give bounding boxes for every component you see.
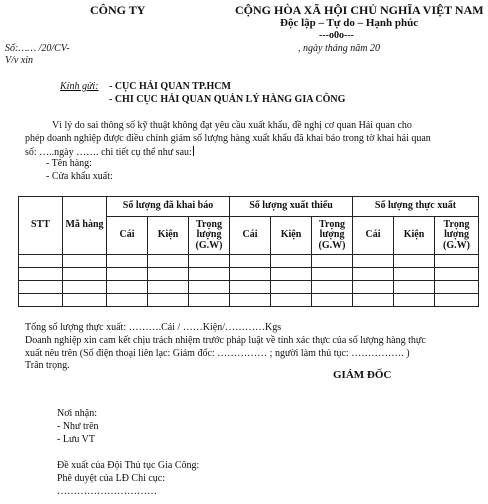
nation-motto: Độc lập – Tự do – Hạnh phúc [280, 17, 419, 29]
table-cell [353, 281, 394, 294]
sub-weight: Trọng lượng (G.W) [435, 217, 479, 255]
table-cell [189, 281, 230, 294]
intro-item-border-gate: - Cửa khẩu xuất: [46, 171, 113, 182]
document-date: , ngày tháng năm 20 [298, 43, 380, 54]
table-cell [312, 255, 353, 268]
table-cell [189, 255, 230, 268]
table-cell [63, 255, 107, 268]
document-number: Số:…… /20/CV- [5, 43, 70, 54]
table-cell [271, 294, 312, 307]
sub-kien: Kiện [148, 217, 189, 255]
table-row [19, 268, 479, 281]
table-cell [271, 281, 312, 294]
summary-total: Tổng số lượng thực xuất: ……….Cái / ……Kiện/…………Kgs [25, 322, 282, 333]
table-cell [435, 294, 479, 307]
sub-cai: Cái [107, 217, 148, 255]
table-body [19, 255, 479, 307]
sub-cai: Cái [230, 217, 271, 255]
approval-line: Phê duyệt của LĐ Chi cục: [57, 473, 166, 484]
table-cell [271, 255, 312, 268]
commitment-line-2: xuất nêu trên (Số điện thoại liên lạc: Giám đốc: …………… ; người làm thủ tục: ……………. ) [25, 348, 410, 359]
table-cell [312, 294, 353, 307]
intro-item-goods: - Tên hàng: [46, 158, 92, 169]
recipient-line-1: - CỤC HẢI QUAN TP.HCM [109, 81, 231, 92]
table-cell [148, 268, 189, 281]
group-shortage: Số lượng xuất thiếu [230, 197, 353, 217]
table-cell [353, 294, 394, 307]
table-cell [230, 255, 271, 268]
proposal-line: Đề xuất của Đội Thủ tục Gia Công: [57, 460, 200, 471]
table-cell [148, 255, 189, 268]
sub-weight: Trọng lượng (G.W) [312, 217, 353, 255]
table-cell [189, 294, 230, 307]
text-cursor [193, 146, 194, 156]
table-row [19, 281, 479, 294]
signature-title: GIÁM ĐỐC [333, 369, 392, 381]
commitment-line-1: Doanh nghiệp xin cam kết chịu trách nhiệm trước pháp luật về tính xác thực của số lượng hàng thực [25, 335, 426, 346]
cc-label: Nơi nhận: [57, 408, 98, 419]
col-stt: STT [19, 197, 63, 255]
intro-line-3: số: …..ngày ……. chi tiết cụ thể như sau: [25, 147, 192, 158]
table-cell [63, 268, 107, 281]
ornament-line: ---o0o--- [319, 30, 354, 41]
table-row [19, 294, 479, 307]
col-item-code: Mã hàng [63, 197, 107, 255]
sub-kien: Kiện [271, 217, 312, 255]
table-cell [148, 281, 189, 294]
table-cell [394, 255, 435, 268]
table-cell [230, 268, 271, 281]
company-name: CÔNG TY [90, 3, 146, 17]
sub-kien: Kiện [394, 217, 435, 255]
recipient-line-2: - CHI CỤC HẢI QUAN QUẢN LÝ HÀNG GIA CÔNG [109, 94, 346, 105]
cc-item-1: - Như trên [57, 421, 99, 432]
table-cell [63, 294, 107, 307]
table-cell [19, 255, 63, 268]
table-cell [312, 281, 353, 294]
table-cell [394, 294, 435, 307]
table-cell [435, 268, 479, 281]
table-cell [148, 294, 189, 307]
table-cell [353, 268, 394, 281]
approval-dots: ………………………… [57, 486, 157, 497]
regards: Trân trọng. [25, 360, 70, 371]
table-cell [312, 268, 353, 281]
group-actual: Số lượng thực xuất [353, 197, 479, 217]
table-cell [353, 255, 394, 268]
nation-title: CỘNG HÒA XÃ HỘI CHỦ NGHĨA VIỆT NAM [235, 3, 484, 17]
sub-weight: Trọng lượng (G.W) [189, 217, 230, 255]
table-cell [394, 281, 435, 294]
recipient-label: Kính gửi: [60, 81, 99, 92]
table-cell [107, 294, 148, 307]
table-cell [271, 268, 312, 281]
sub-cai: Cái [353, 217, 394, 255]
table-cell [435, 281, 479, 294]
table-cell [230, 281, 271, 294]
document-subject: V/v xin [5, 55, 34, 66]
table-cell [107, 281, 148, 294]
table-row [19, 255, 479, 268]
table-cell [19, 281, 63, 294]
intro-line-2: phép doanh nghiệp được điều chỉnh giảm số lượng hàng xuất khẩu đã khai báo trong tờ khai hải quan [25, 133, 431, 144]
table-cell [63, 281, 107, 294]
table-cell [394, 268, 435, 281]
intro-line-1: Vì lý do sai thông số kỹ thuật không đạt yêu cầu xuất khẩu, đề nghị cơ quan Hải quan cho [52, 120, 412, 131]
group-declared: Số lượng đã khai báo [107, 197, 230, 217]
table-cell [19, 294, 63, 307]
table-cell [435, 255, 479, 268]
quantity-table [18, 196, 479, 307]
cc-item-2: - Lưu VT [57, 434, 96, 445]
table-cell [230, 294, 271, 307]
table-cell [189, 268, 230, 281]
table-cell [107, 255, 148, 268]
table-cell [19, 268, 63, 281]
table-cell [107, 268, 148, 281]
